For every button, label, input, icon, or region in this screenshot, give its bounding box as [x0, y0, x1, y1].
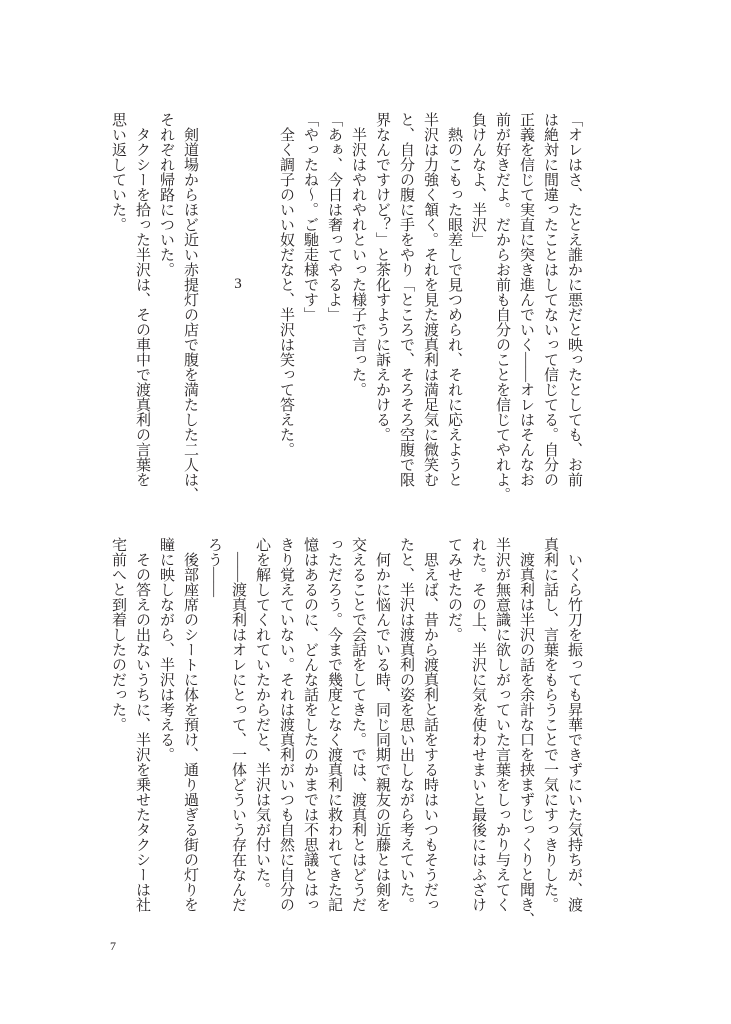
- text-column: は絶対に間違ったことはしてないって信じてる。自分の: [542, 112, 558, 487]
- text-column: 渡真利は半沢の話を余計な口を挟まずじっくりと聞き、: [518, 537, 534, 927]
- text-column: 何かに悩んでいる時、同じ同期で親友の近藤とは剣を: [374, 537, 390, 912]
- text-column: それぞれ帰路についた。: [158, 112, 174, 277]
- blank-line: [250, 112, 274, 122]
- upper-text-block: [106, 112, 586, 502]
- text-column: れた。その上、半沢に気を使わせまいと最後にはふざけ: [470, 537, 486, 912]
- text-column: 半沢はやれやれといった様子で言った。: [350, 112, 366, 397]
- text-column: 正義を信じて実直に突き進んでいく――オレはそんなお: [518, 112, 534, 487]
- text-column: 瞳に映しながら、半沢は考える。: [158, 537, 174, 762]
- text-column: 思い返していた。: [110, 112, 126, 232]
- text-column: っただろう。今まで幾度となく渡真利に救われてきた記: [326, 537, 342, 912]
- text-column: 後部座席のシートに体を預け、通り過ぎる街の灯りを: [182, 537, 198, 912]
- text-column: ――渡真利はオレにとって、一体どういう存在なんだ: [230, 537, 246, 912]
- text-column: きり覚えていない。それは渡真利がいつも自然に自分の: [278, 537, 294, 912]
- text-column: 交えることで会話をしてきた。では、渡真利とはどうだ: [350, 537, 366, 912]
- text-column: いくら竹刀を振っても昇華できずにいた気持ちが、渡: [566, 537, 582, 912]
- text-column: 熱のこもった眼差しで見つめられ、それに応えようと: [446, 112, 462, 487]
- text-column: たと、半沢は渡真利の姿を思い出しながら考えていた。: [398, 537, 414, 912]
- text-column: ろう――: [206, 537, 222, 597]
- section-heading: 3: [230, 276, 246, 292]
- text-column: てみせたのだ。: [446, 537, 462, 642]
- text-column: 剣道場からほど近い赤提灯の店で腹を満たした二人は、: [182, 112, 198, 502]
- text-column: 負けんなよ、半沢」: [470, 112, 486, 247]
- text-column: 憶はあるのに、どんな話をしたのかまでは不思議とはっ: [302, 537, 318, 912]
- text-column: 半沢が無意識に欲しがっていた言葉をしっかり与えてく: [494, 537, 510, 912]
- text-column: タクシーを拾った半沢は、その車中で渡真利の言葉を: [134, 112, 150, 487]
- text-column: 前が好きだよ。だからお前も自分のことを信じてやれよ。: [494, 112, 510, 502]
- text-column: 半沢は力強く頷く。それを見た渡真利は満足気に微笑む: [422, 112, 438, 487]
- text-column: 「やったね～。ご馳走様です」: [302, 112, 318, 322]
- text-column: 思えば、昔から渡真利と話をする時はいつもそうだっ: [422, 537, 438, 912]
- text-column: 心を解してくれていたからだと、半沢は気が付いた。: [254, 537, 270, 897]
- text-column: 真利に話し、言葉をもらうことで一気にすっきりした。: [542, 537, 558, 912]
- text-column: 「オレはさ、たとえ誰かに悪だと映ったとしても、お前: [566, 112, 582, 487]
- page-number: 7: [110, 939, 116, 953]
- lower-text-block: [106, 537, 586, 927]
- text-column: その答えの出ないうちに、半沢を乗せたタクシーは社: [134, 537, 150, 912]
- text-column: と、自分の腹に手をやり「ところで、そろそろ空腹で限: [398, 112, 414, 487]
- blank-line: [202, 112, 226, 122]
- text-column: 「あぁ、今日は奢ってやるよ」: [326, 112, 342, 322]
- text-column: 宅前へと到着したのだった。: [110, 537, 126, 732]
- text-column: 全く調子のいい奴だなと、半沢は笑って答えた。: [278, 112, 294, 457]
- text-column: 界なんですけど？」と茶化すように訴えかける。: [374, 112, 390, 442]
